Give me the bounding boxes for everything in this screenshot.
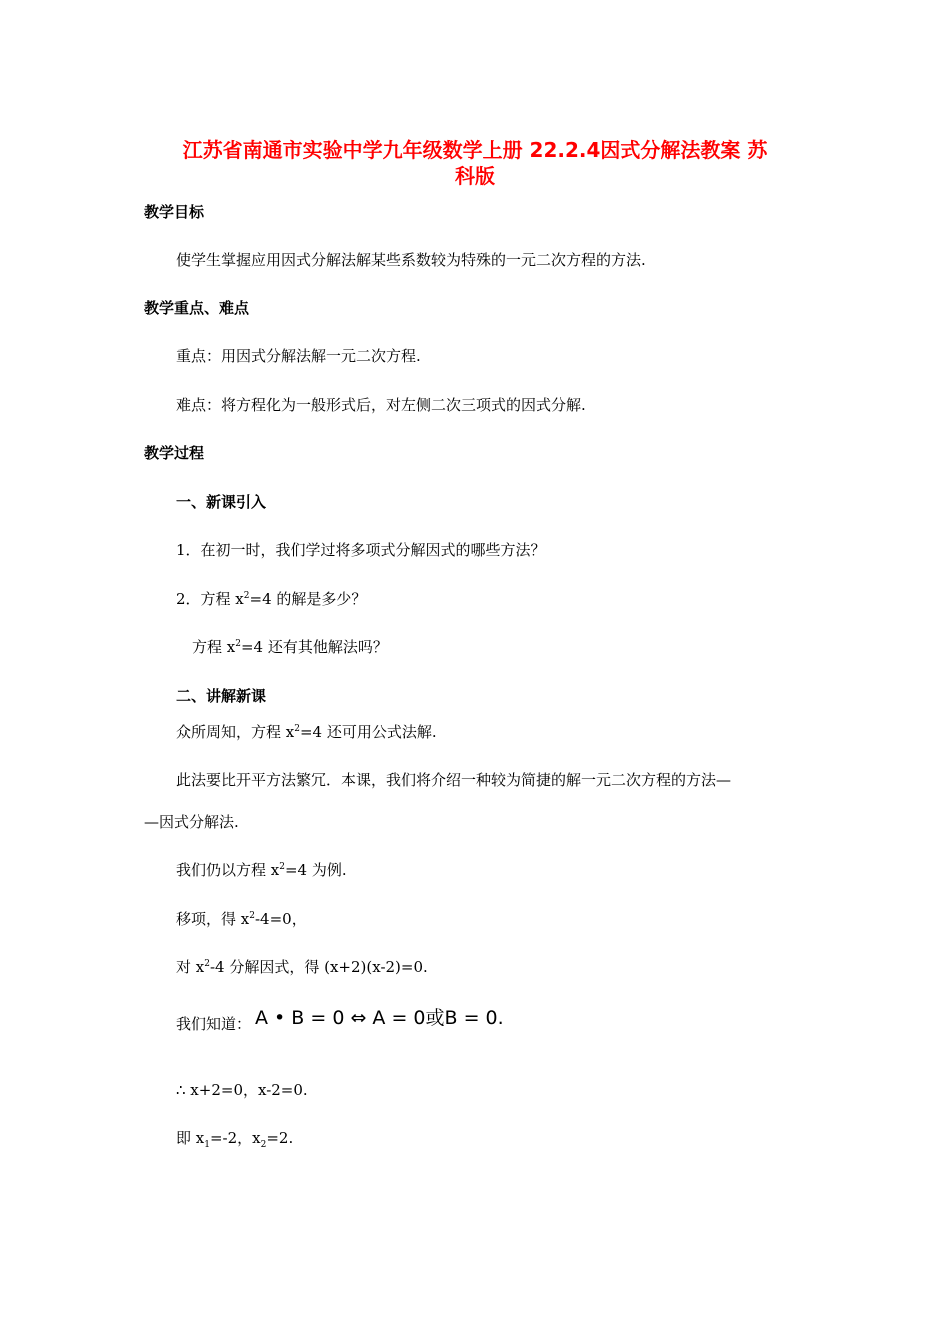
keypoints-heading: 教学重点、难点: [144, 299, 250, 317]
part1-heading: 一、新课引入: [176, 493, 267, 511]
paragraph-6: [176, 1007, 504, 1034]
document-title-line1: 江苏省南通市实验中学九年级数学上册 22.2.4因式分解法教案 苏: [182, 138, 768, 162]
paragraph-6-label: 我们知道：: [176, 1015, 252, 1033]
question-3: 方程 $x^2=4$ 还有其他解法吗？: [192, 638, 388, 656]
key-point-text: 重点：用因式分解法解一元二次方程.: [176, 347, 421, 365]
formula-image: A • B = 0 ⇔ A = 0或B = 0.: [255, 1007, 504, 1029]
paragraph-2-line1: 此法要比开平方法繁冗．本课，我们将介绍一种较为简捷的解一元二次方程的方法—: [176, 771, 732, 789]
paragraph-1: 众所周知，方程 $x^2=4$ 还可用公式法解.: [176, 723, 437, 741]
paragraph-5: 对 $x^2-4$ 分解因式，得 (x+2)(x-2)=0.: [176, 958, 428, 976]
paragraph-7: ∴ x+2=0，x-2=0.: [176, 1081, 308, 1099]
question-2: 2．方程 $x^2=4$ 的解是多少？: [176, 590, 367, 608]
goal-heading: 教学目标: [144, 203, 205, 221]
difficult-point-text: 难点：将方程化为一般形式后，对左侧二次三项式的因式分解.: [176, 396, 586, 414]
paragraph-4: 移项，得 $x^2-4=0$，: [176, 910, 307, 928]
process-heading: 教学过程: [144, 444, 205, 462]
paragraph-8: 即 $x_1=-2$，$x_2=2$.: [176, 1129, 294, 1150]
paragraph-2-line2: —因式分解法.: [144, 813, 239, 831]
paragraph-3: 我们仍以方程 $x^2=4$ 为例.: [176, 861, 347, 879]
part2-heading: 二、讲解新课: [176, 687, 267, 705]
document-title-line2: 科版: [455, 164, 495, 188]
question-1: 1．在初一时，我们学过将多项式分解因式的哪些方法？: [176, 541, 546, 559]
goal-text: 使学生掌握应用因式分解法解某些系数较为特殊的一元二次方程的方法.: [176, 251, 646, 269]
